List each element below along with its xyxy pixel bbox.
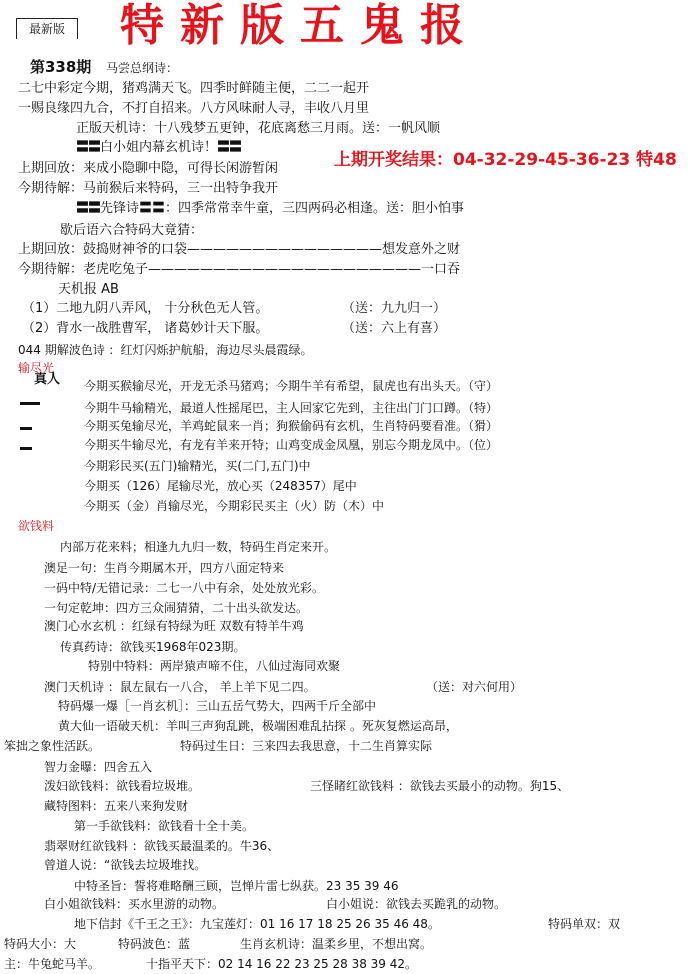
bar-right: 〓〓 xyxy=(217,140,242,155)
section-2-row-16: 翡翠财红欲钱料 ：欲钱买最温柔的。牛36、 xyxy=(44,839,280,853)
section-1-label: 输尽光 xyxy=(18,361,55,375)
section-2-row-2: 澳足一句：生肖今期属木开，四方八面定特来 xyxy=(44,561,285,575)
verse-line-4 xyxy=(76,141,241,154)
page-title: 特新版五鬼报 xyxy=(120,0,480,51)
section-2-row-12: 智力金曝：四舍五入 xyxy=(44,760,153,774)
section-2-row-8: 澳门天机诗 ：鼠左鼠右一八合， 羊上羊下见二四。 xyxy=(44,680,316,694)
section-2-row-11-b: 特码过生日：三来四去我思意，十二生肖算实际 xyxy=(180,739,433,753)
issue-number: 第338期 xyxy=(30,58,92,76)
section-2-row-13: 泼妇欲钱料：欲钱看垃圾堆。 xyxy=(44,779,201,793)
section-2-row-4: 一句定乾坤：四方三众闹猜猜，二十出头欲发达。 xyxy=(44,601,309,615)
section-2-row-18: 中特圣旨：誓将难略酬三顾，岂惮片雷七纵获。23 35 39 46 xyxy=(74,879,399,893)
verse-line-14: 044 期解波色诗 ：红灯闪烁护航船，海边尽头晨霞绿。 xyxy=(18,343,313,357)
verse-line-7-tail: 〓〓：四季常常幸牛童，三四两码必相逢。送：胆小怕事 xyxy=(139,201,465,216)
verse-line-10: 今期待解：老虎吃兔子—————————————————————一口吞 xyxy=(18,262,461,277)
section-2-row-19: 白小姐欲钱料：买水里游的动物。 xyxy=(44,897,225,911)
section-2-row-13-b: 三怪睹红欲钱料 ：欲钱去买最小的动物。狗15、 xyxy=(310,779,570,793)
bullet-mark xyxy=(20,447,32,450)
section-2-row-22: 主：牛兔蛇马羊。 xyxy=(4,957,101,971)
section-2-row-5: 澳门心水玄机 ：红绿有特绿为旺 双数有特羊牛鸡 xyxy=(44,619,304,633)
section-2-label: 欲钱料 xyxy=(18,519,55,533)
section-1-row-5: 今期彩民买(五门)输精光，买(二门,五门)中 xyxy=(84,459,311,473)
verse-line-11: 天机报 AB xyxy=(58,282,119,297)
section-2-row-19-b: 白小姐说：欲钱去买跪乳的动物。 xyxy=(326,897,507,911)
section-2-row-22-b: 十指平天下：02 14 16 22 23 25 28 38 39 42。 xyxy=(146,957,418,971)
section-2-row-8-gift: （送：对六何用） xyxy=(426,680,523,694)
verse-line-12-gift: （送：九九归一） xyxy=(342,301,447,316)
bar-left: 〓〓 xyxy=(76,140,101,155)
section-2-row-17: 曾道人说：“欲钱去垃圾堆找。 xyxy=(44,858,207,872)
section-2-row-11: 笨拙之象性活跃。 xyxy=(4,739,101,753)
section-2-row-21: 特码大小：大 xyxy=(4,937,77,951)
last-result-numbers: 04-32-29-45-36-23 特48 xyxy=(453,150,677,170)
verse-line-1: 二七中彩定今期，猪鸡满天飞。四季时鲜随主便，二二一起开 xyxy=(18,81,370,96)
verse-line-4-text: 白小姐内幕玄机诗！ xyxy=(100,140,218,155)
edition-badge: 最新版 xyxy=(16,18,78,39)
bullet-mark xyxy=(20,427,32,430)
section-1-row-7: 今期买（金）肖输尽光，今期彩民买主（火）防（木）中 xyxy=(84,499,385,513)
verse-line-8: 歇后语六合特码大竟猜： xyxy=(60,223,204,238)
section-1-row-2: 今期牛马输精光，最道人性摇尾巴，主人回家它先到，主往出门门口蹲。（特） xyxy=(84,401,499,415)
section-2-row-20-b: 特码单双：双 xyxy=(548,917,621,931)
issue-subtitle: 马尝总纲诗： xyxy=(106,61,179,75)
last-result-label: 上期开奖结果： xyxy=(334,150,453,170)
section-2-row-15: 第一手欲钱料：欲钱看十全十美。 xyxy=(74,819,255,833)
section-2-row-21-c: 生肖玄机诗：温柔乡里，不想出窝。 xyxy=(240,937,433,951)
section-2-row-7: 特别中特料：两岸猿声啼不住，八仙过海同欢聚 xyxy=(88,659,341,673)
section-2-row-10: 黄大仙一语破天机：羊叫三声狗乱跳，极端困难乱拈探 。死灰复燃运高昂， xyxy=(58,719,458,733)
section-1-row-6: 今期买（126）尾输尽光，放心买（248357）尾中 xyxy=(84,479,357,493)
section-2-row-6: 传真药诗：欲钱买1968年023期。 xyxy=(60,640,246,654)
section-2-row-14: 藏特图料：五来八来狗发财 xyxy=(44,799,189,813)
last-result xyxy=(334,152,677,169)
bar-left: 〓〓 xyxy=(76,201,101,216)
section-2-row-20: 地下信封《千王之王》：九宝莲灯：01 16 17 18 25 26 35 46 48。 xyxy=(74,917,440,931)
verse-line-5: 上期回放：来成小隐聊中隐，可得长闲游暂闲 xyxy=(18,161,279,176)
verse-line-9: 上期回放：鼓捣财神爷的口袋———————————————想发意外之财 xyxy=(18,242,461,257)
section-1-row-1: 今期买猴输尽光，开龙无杀马猪鸡；今期牛羊有希望，鼠虎也有出头天。（守） xyxy=(84,379,499,393)
bullet-mark xyxy=(20,402,40,405)
section-1-row-4: 今期买牛输尽光，有龙有羊来开特；山鸡变成金凤凰，别忘今期龙凤中。（位） xyxy=(84,438,499,452)
section-1-row-3: 今期买兔输尽光，羊鸡蛇鼠来一肖；狗猴偷码有玄机，生肖特码要看准。（猾） xyxy=(84,419,499,433)
verse-line-2: 一赐良缘四九合，不打自招来。八方风味耐人寻，丰收八月里 xyxy=(18,101,370,116)
verse-line-6: 今期待解：马前猴后来特码，三一出特争我开 xyxy=(18,181,279,196)
verse-line-7-text: 先锋诗 xyxy=(100,201,140,216)
section-1-sub: 真人 xyxy=(34,372,61,387)
verse-line-12: （1）二地九阴八弄风， 十分秋色无人管。 xyxy=(22,301,269,316)
section-2-row-3: 一码中特/无错记录：二七一八中有余，处处放光彩。 xyxy=(44,581,325,595)
section-2-row-1: 内部万花来料；相逢九九归一数，特码生肖定来开。 xyxy=(60,540,337,554)
section-2-row-21-b: 特码波色：蓝 xyxy=(118,937,191,951)
verse-line-3: 正版天机诗：十八残梦五更钟，花底离愁三月雨。送：一帆风顺 xyxy=(76,121,441,136)
section-2-row-9: 特码爆一爆［一肖玄机］：三山五岳气势大，四两千斤全部中 xyxy=(58,699,377,713)
verse-line-13: （2）背水一战胜曹军， 诸葛妙计天下服。 xyxy=(22,321,269,336)
verse-line-13-gift: （送：六上有喜） xyxy=(342,321,447,336)
verse-line-7 xyxy=(76,202,464,215)
